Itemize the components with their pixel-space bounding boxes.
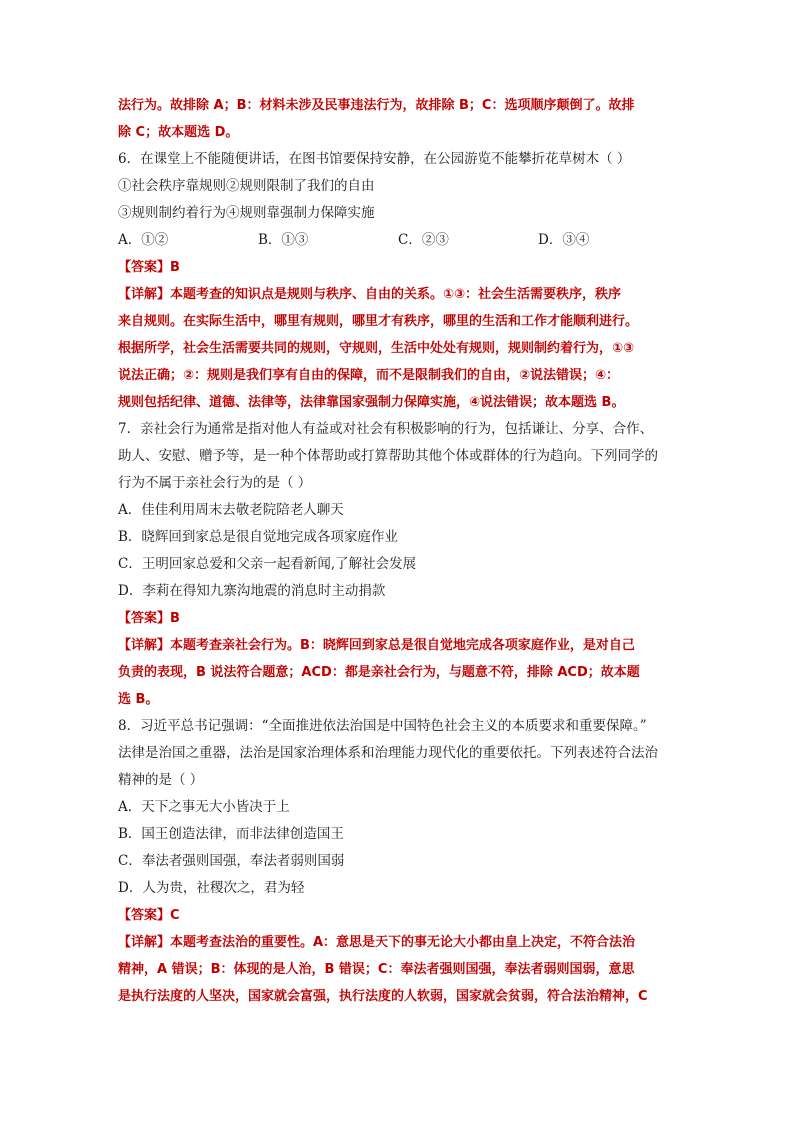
q7-explanation-line: 选 B。 <box>118 692 159 707</box>
q6-statements: ③规则制约着行为④规则靠强制力保障实施 <box>118 205 375 221</box>
q8-explanation-line: 精神，A 错误；B：体现的是人治，B 错误；C：奉法者强则国强，奉法者弱则国弱，意思 <box>118 962 635 977</box>
q7-option-b: B．晓辉回到家总是很自觉地完成各项家庭作业 <box>118 529 398 545</box>
q6-explanation-line: 来自规则。在实际生活中，哪里有规则，哪里才有秩序，哪里的生活和工作才能顺利进行。 <box>118 314 639 329</box>
q6-option-c: C．②③ <box>398 232 449 248</box>
q7-stem-line: 行为不属于亲社会行为的是（ ） <box>118 475 312 491</box>
prev-explanation-line: 除 C；故本题选 D。 <box>118 125 239 140</box>
q6-explanation-line: 规则包括纪律、道德、法律等，法律靠国家强制力保障实施，④说法错误；故本题选 B。 <box>118 395 625 410</box>
q7-explanation-line: 【详解】本题考查亲社会行为。B：晓辉回到家总是很自觉地完成各项家庭作业，是对自己 <box>118 638 635 653</box>
prev-explanation-line: 法行为。故排除 A；B：材料未涉及民事违法行为，故排除 B；C：选项顺序颠倒了。故排 <box>118 98 635 113</box>
q7-option-d: D．李莉在得知九寨沟地震的消息时主动捐款 <box>118 583 386 599</box>
q6-stem: 6．在课堂上不能随便讲话，在图书馆要保持安静，在公园游览不能攀折花草树木（ ） <box>118 151 631 167</box>
q8-stem-line: 精神的是（ ） <box>118 772 204 788</box>
q8-stem-line: 法律是治国之重器，法治是国家治理体系和治理能力现代化的重要依托。下列表述符合法治 <box>118 745 658 761</box>
q7-option-a: A．佳佳利用周末去敬老院陪老人聊天 <box>118 502 344 518</box>
q7-answer: 【答案】B <box>118 611 180 626</box>
q6-option-b: B．①③ <box>258 232 309 248</box>
q6-answer: 【答案】B <box>118 260 180 275</box>
q6-options <box>118 227 678 254</box>
q8-option-c: C．奉法者强则国强，奉法者弱则国弱 <box>118 853 345 869</box>
q6-explanation-line: 说法正确；②：规则是我们享有自由的保障，而不是限制我们的自由，②说法错误；④： <box>118 368 620 383</box>
q6-option-d: D．③④ <box>538 232 590 248</box>
q8-answer: 【答案】C <box>118 908 180 923</box>
q8-option-a: A．天下之事无大小皆决于上 <box>118 799 290 815</box>
q6-explanation-line: 【详解】本题考查的知识点是规则与秩序、自由的关系。①③：社会生活需要秩序，秩序 <box>118 287 622 302</box>
document-page <box>118 92 678 1010</box>
q6-statements: ①社会秩序靠规则②规则限制了我们的自由 <box>118 178 375 194</box>
q8-explanation-line: 【详解】本题考查法治的重要性。A：意思是天下的事无论大小都由皇上决定，不符合法治 <box>118 935 636 950</box>
q7-option-c: C．王明回家总爱和父亲一起看新闻,了解社会发展 <box>118 556 417 572</box>
q6-explanation-line: 根据所学，社会生活需要共同的规则，守规则，生活中处处有规则，规则制约着行为，①③ <box>118 341 635 356</box>
q8-option-d: D．人为贵，社稷次之，君为轻 <box>118 880 305 896</box>
q8-option-b: B．国王创造法律，而非法律创造国王 <box>118 826 344 842</box>
q8-explanation-line: 是执行法度的人坚决，国家就会富强，执行法度的人软弱，国家就会贫弱，符合法治精神，C <box>118 989 648 1004</box>
q7-stem-line: 助人、安慰、赠予等，是一种个体帮助或打算帮助其他个体或群体的行为趋向。下列同学的 <box>118 448 658 464</box>
q6-option-a: A．①② <box>118 232 169 248</box>
q7-explanation-line: 负责的表现，B 说法符合题意；ACD：都是亲社会行为，与题意不符，排除 ACD；故本题 <box>118 665 640 680</box>
q8-stem-line: 8．习近平总书记强调：“全面推进依法治国是中国特色社会主义的本质要求和重要保障。” <box>118 718 647 734</box>
q7-stem-line: 7．亲社会行为通常是指对他人有益或对社会有积极影响的行为，包括谦让、分享、合作、 <box>118 421 654 437</box>
